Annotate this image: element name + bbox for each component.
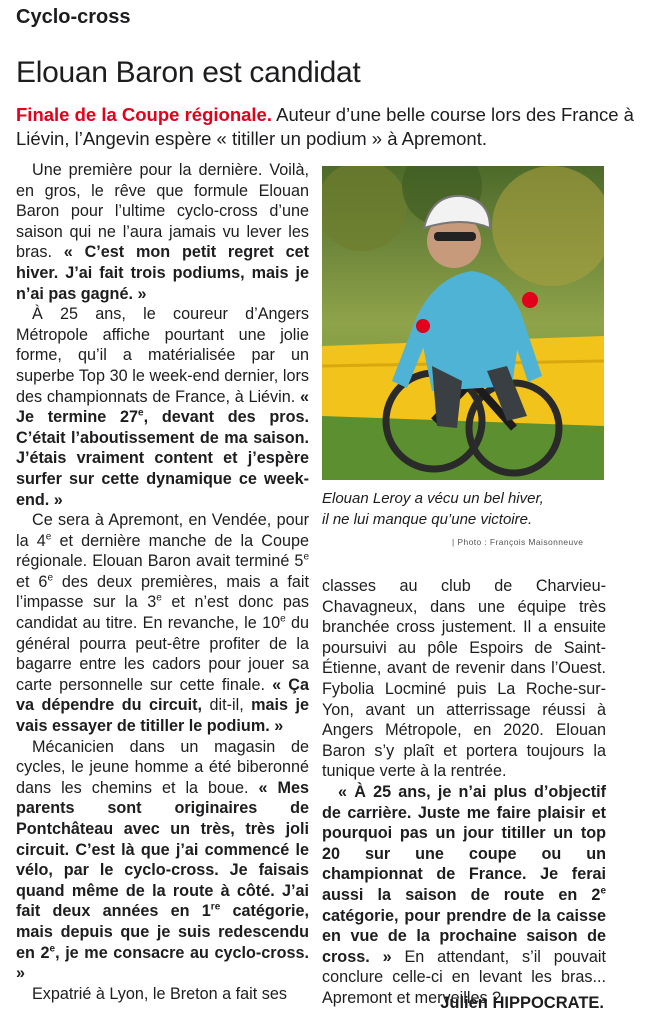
paragraph-2: À 25 ans, le coureur d’Angers Métropole affiche pourtant une jolie forme, qu’il a matérialisée par un superbe Top 30 le week-end dernier, lors des championnats de France, à Liévin. « Je termine 27e, devant des pros. C’était l’aboutissement de ma saison. J’étais vraiment content et j’espère surfer sur cette dynamique ce week-end. »: [16, 305, 309, 509]
author-signature: Julien HIPPOCRATE.: [440, 994, 604, 1012]
section-rubric: Cyclo-cross: [16, 6, 131, 28]
article-column-left: [16, 160, 309, 1004]
paragraph-4: Mécanicien dans un magasin de cycles, le jeune homme a été biberonné dans les chemins et la boue. « Mes parents sont originaires de Pontchâteau avec un très, très joli circuit. C’est là que j’ai commencé le vélo, par le cyclo-cross. Je faisais quand même de la route à côté. J’ai fait deux années en 1re catégorie, mais depuis que je suis redescendu en 2e, je me consacre au cyclo-cross. »: [16, 737, 309, 983]
cyclist-photo: [322, 166, 604, 480]
photo-credit: | Photo : François Maisonneuve: [452, 537, 584, 547]
article-headline: Elouan Baron est candidat: [16, 56, 361, 89]
article-column-right: [322, 576, 606, 1008]
article-standfirst: [16, 103, 642, 151]
paragraph-3: Ce sera à Apremont, en Vendée, pour la 4e et dernière manche de la Coupe régionale. Elouan Baron avait terminé 5e et 6e des deux premières, mais a fait l’impasse sur la 3e et n’est donc pas candidat au titre. En revanche, le 10e du général pourra peut-être profiter de la bagarre entre les cadors pour jouer sa carte personnelle sur cette finale. « Ça va dépendre du circuit, dit-il, mais je vais essayer de titiller le podium. »: [16, 511, 309, 736]
paragraph-5-start: Expatrié à Lyon, le Breton a fait ses: [32, 984, 287, 1003]
photo-caption: Elouan Leroy a vécu un bel hiver, il ne lui manque qu’une victoire.: [322, 490, 544, 528]
paragraph-1: Une première pour la dernière. Voilà, en gros, le rêve que formule Elouan Baron pour l’ultime cyclo-cross d’une saison qui ne l’aura jamais vu lever les bras. « C’est mon petit regret cet hiver. J’ai fait trois podiums, mais je n’ai pas gagné. »: [16, 161, 309, 303]
standfirst-lead: Finale de la Coupe régionale.: [16, 104, 272, 125]
paragraph-5-end: classes au club de Charvieu-Chavagneux, dans une équipe très branchée cross justement. Il a ensuite poursuivi au pôle Espoirs de Saint-Étienne, avant de revenir dans l’Ouest. Fybolia Locminé puis La Roche-sur-Yon, avant un atterrissage réussi à Angers Métropole, en 2020. Elouan Baron s’y plaît et portera toujours la tunique verte à la rentrée.: [322, 577, 606, 781]
standfirst-text: Auteur d’une belle course lors des France à Liévin, l’Angevin espère « titiller un podium » à Apremont.: [16, 104, 634, 149]
paragraph-6: « À 25 ans, je n’ai plus d’objectif de carrière. Juste me faire plaisir et pourquoi pas un jour titiller un top 20 sur une coupe ou un championnat de France. Je ferai aussi la saison de route en 2e catégorie, pour prendre de la caisse en vue de la prochaine saison de cross. » En attendant, s’il pouvait conclure celle-ci en levant les bras... Apremont et merveilles ?: [322, 782, 606, 1007]
